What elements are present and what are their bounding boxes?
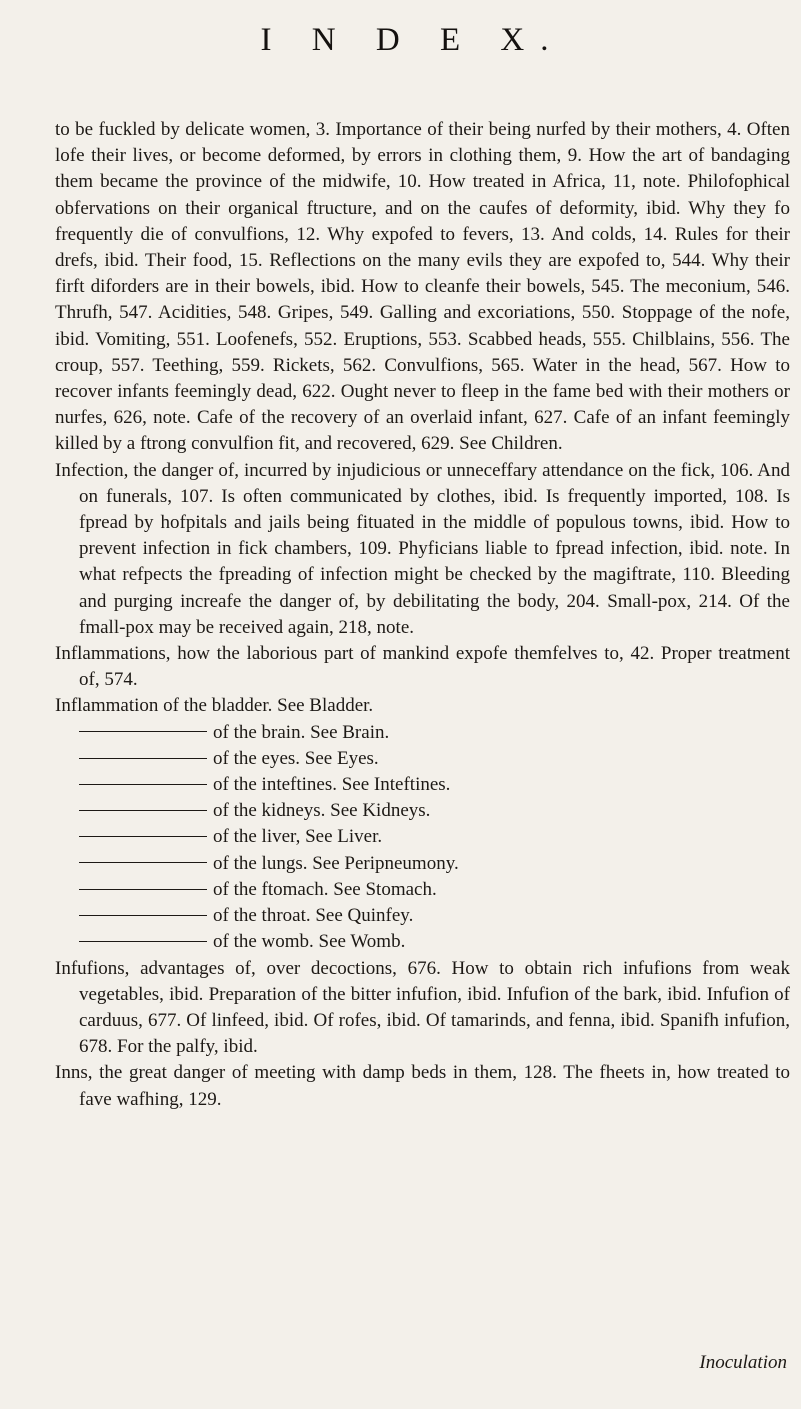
sub-entry-intestines <box>55 772 790 798</box>
index-entry-infection: Infection, the danger of, incurred by injudicious or unneceffary attendance on the fick, 106. And on funerals, 107. Is often communicated by clothes, ibid. Is frequently imported, 108. Is fpread by hofpitals and jails being fituated in the middle of populous towns, ibid. How to prevent infection in fick chambers, 109. Phyficians liable to fpread infection, ibid. note. In what refpects the fpreading of infection might be checked by the magiftrate, 110. Bleeding and purging increafe the danger of, by debilitating the body, 204. Small-pox, 214. Of the fmall-pox may be received again, 218, note. <box>55 459 790 638</box>
ditto-rule <box>79 758 207 760</box>
sub-entry-brain <box>55 720 790 746</box>
ditto-rule <box>79 810 207 812</box>
ditto-rule <box>79 889 207 891</box>
index-entry-infants-continued: to be fuckled by delicate women, 3. Importance of their being nurfed by their mothers, 4. Often lofe their lives, or become deformed, by errors in clothing them, 9. How the art of bandaging them became the province of the midwife, 10. How treated in Africa, 11, note. Philofophical obfervations on their organical ftructure, and on the caufes of deformity, ibid. Why they fo frequently die of convulfions, 12. Why expofed to fevers, 13. And colds, 14. Rules for their drefs, ibid. Their food, 15. Reflections on the many evils they are expofed to, 544. Why their firft diforders are in their bowels, ibid. How to cleanfe their bowels, 545. The meconium, 546. Thrufh, 547. Acidities, 548. Gripes, 549. Galling and excoriations, 550. Stoppage of the nofe, ibid. Vomiting, 551. Loofenefs, 552. Eruptions, 553. Scabbed heads, 555. Chilblains, 556. The croup, 557. Teething, 559. Rickets, 562. Convulfions, 565. Water in the head, 567. How to recover infants feemingly dead, 622. Ought never to fleep in the fame bed with their mothers or nurfes, 626, note. Cafe of the recovery of an overlaid infant, 627. Cafe of an infant feemingly killed by a ftrong convulfion fit, and recovered, 629. See Children. <box>55 119 790 455</box>
sub-entry-throat <box>55 903 790 929</box>
sub-entry-text: of the throat. See Quinfey. <box>213 905 414 927</box>
index-entry-inflammation-bladder: Inflammation of the bladder. See Bladder. <box>55 695 374 717</box>
index-entry-infusions: Infufions, advantages of, over decoctions, 676. How to obtain rich infufions from weak vegetables, ibid. Preparation of the bitter infufion, ibid. Infufion of the bark, ibid. Infufion of carduus, 677. Of linfeed, ibid. Of rofes, ibid. Of tamarinds, and fenna, ibid. Spanifh infufion, 678. For the palfy, ibid. <box>55 957 790 1058</box>
sub-entry-text: of the inteftines. See Inteftines. <box>213 774 451 796</box>
ditto-rule <box>79 941 207 943</box>
sub-entry-kidneys <box>55 798 790 824</box>
sub-entry-text: of the eyes. See Eyes. <box>213 747 379 769</box>
sub-entry-text: of the womb. See Womb. <box>213 931 406 953</box>
index-entry-inflammations: Inflammations, how the laborious part of mankind expofe themfelves to, 42. Proper treatment of, 574. <box>55 643 790 691</box>
page-header: I N D E X. <box>260 22 565 58</box>
ditto-rule <box>79 915 207 917</box>
ditto-rule <box>79 836 207 838</box>
sub-entry-text: of the kidneys. See Kidneys. <box>213 800 431 822</box>
sub-entry-text: of the liver, See Liver. <box>213 826 383 848</box>
sub-entry-text: of the lungs. See Peripneumony. <box>213 852 459 874</box>
sub-entry-womb <box>55 929 790 955</box>
sub-entry-text: of the ftomach. See Stomach. <box>213 878 437 900</box>
sub-entry-stomach <box>55 877 790 903</box>
index-text <box>55 117 790 1113</box>
sub-entry-text: of the brain. See Brain. <box>213 721 390 743</box>
catchword: Inoculation <box>699 1352 787 1373</box>
sub-entry-eyes <box>55 746 790 772</box>
ditto-rule <box>79 731 207 733</box>
ditto-rule <box>79 862 207 864</box>
index-entry-inns: Inns, the great danger of meeting with damp beds in them, 128. The fheets in, how treated to fave wafhing, 129. <box>55 1062 790 1110</box>
ditto-rule <box>79 784 207 786</box>
sub-entry-lungs <box>55 851 790 877</box>
sub-entry-liver <box>55 824 790 850</box>
